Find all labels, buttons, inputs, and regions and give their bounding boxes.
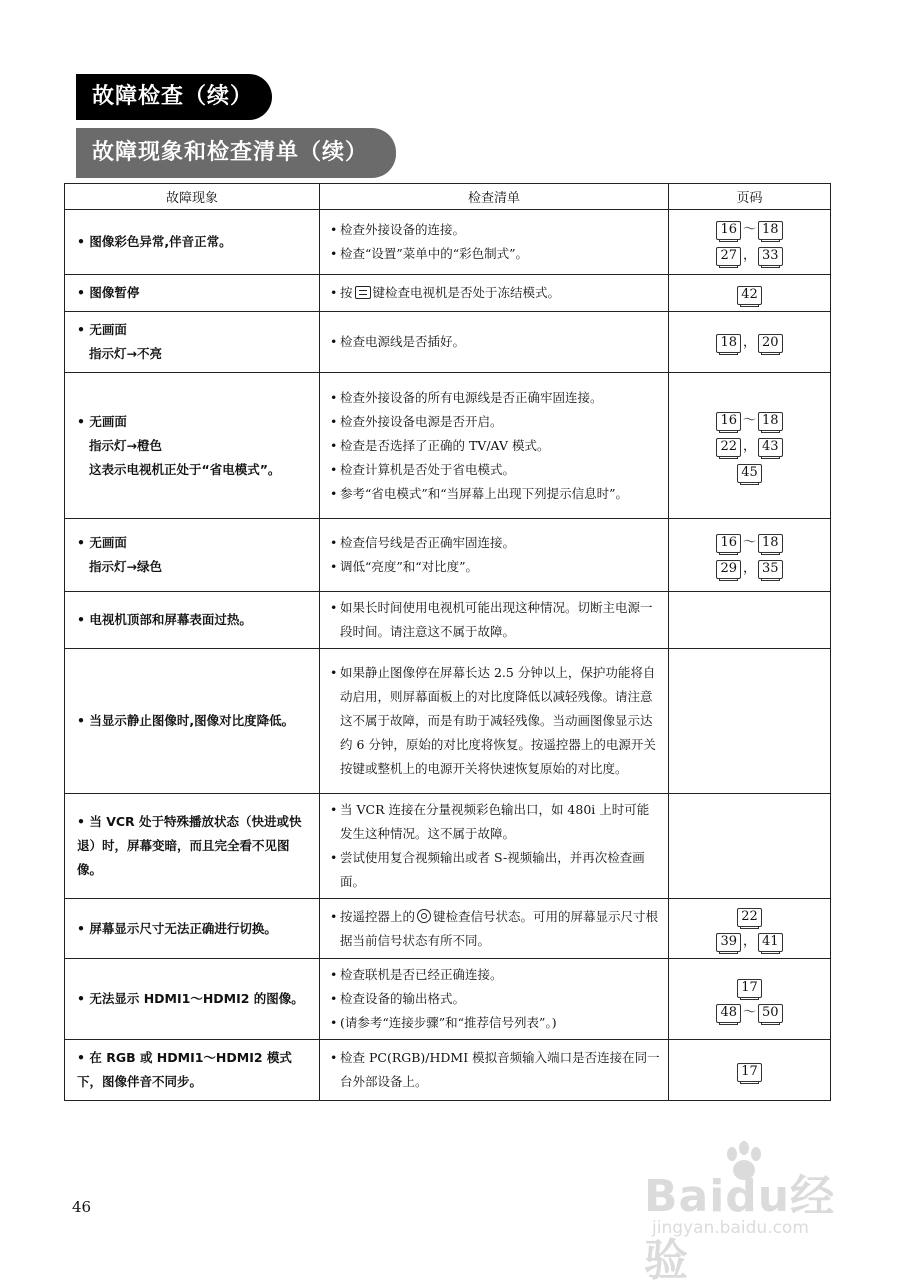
symptom-text: 指示灯→不亮: [89, 346, 162, 361]
page-ref-book-icon: 20: [758, 334, 783, 353]
page-ref-cell: [669, 210, 831, 275]
page-ref-book-icon: 17: [737, 1063, 762, 1082]
symptom-text: • 电视机顶部和屏幕表面过热。: [77, 608, 311, 632]
page-ref-book-icon: 29: [716, 560, 741, 579]
table-row: [65, 519, 831, 592]
checklist-cell: [320, 312, 669, 373]
page-number: 46: [72, 1198, 92, 1216]
table-row: [65, 210, 831, 275]
checklist-cell: [320, 899, 669, 959]
check-item: • 检查 PC(RGB)/HDMI 模拟音频输入端口是否连接在同一台外部设备上。: [330, 1046, 660, 1094]
info-button-icon: [417, 909, 431, 923]
page-ref-book-icon: 33: [758, 247, 783, 266]
troubleshooting-table: [64, 183, 831, 1101]
check-item: • (请参考“连接步骤”和“推荐信号列表”。): [330, 1011, 660, 1035]
page-ref-separator: ，: [742, 934, 756, 949]
check-text: 键检查信号状态。可用的屏幕显示尺寸根据当前信号状态有所不同。: [340, 908, 659, 948]
symptom-cell: [65, 649, 320, 794]
symptom-cell: [65, 519, 320, 592]
symptom-text: • 无法显示 HDMI1～HDMI2 的图像。: [77, 987, 311, 1011]
checklist-cell: [320, 373, 669, 519]
check-item: • 检查是否选择了正确的 TV/AV 模式。: [330, 434, 660, 458]
freeze-button-icon: [355, 286, 371, 299]
page-ref-separator: ，: [742, 248, 756, 263]
page-ref-separator: ～: [742, 1004, 756, 1020]
check-item: • 尝试使用复合视频输出或者 S-视频输出，并再次检查画面。: [330, 846, 660, 894]
checklist-cell: [320, 592, 669, 649]
symptom-text: • 当 VCR 处于特殊播放状态（快进或快退）时，屏幕变暗，而且完全看不见图像。: [77, 810, 311, 882]
baidu-watermark: [640, 1140, 870, 1286]
check-item: • 检查联机是否已经正确连接。: [330, 963, 660, 987]
checklist-cell: [320, 649, 669, 794]
symptom-cell: [65, 1040, 320, 1101]
symptom-cell: [65, 312, 320, 373]
table-row: [65, 1040, 831, 1101]
symptom-cell: [65, 275, 320, 312]
checklist-cell: [320, 519, 669, 592]
page-ref-book-icon: 16: [716, 221, 741, 240]
page-ref-separator: ，: [742, 561, 756, 576]
symptom-cell: [65, 373, 320, 519]
page-ref-book-icon: 17: [737, 979, 762, 998]
page-ref-book-icon: 42: [737, 286, 762, 305]
table-row: [65, 275, 831, 312]
check-item: [330, 281, 660, 305]
page-ref-separator: ～: [742, 413, 756, 428]
page-ref-separator: ～: [742, 222, 756, 237]
symptom-text: • 无画面: [77, 410, 311, 434]
page-ref-cell: [669, 1040, 831, 1101]
subsection-heading: 故障现象和检查清单（续）: [76, 128, 396, 178]
page-ref-book-icon: 16: [716, 412, 741, 431]
table-row: [65, 649, 831, 794]
page-ref-book-icon: 45: [737, 464, 762, 483]
page-ref-book-icon: 16: [716, 534, 741, 553]
check-item: • 检查电源线是否插好。: [330, 330, 660, 354]
page-ref-book-icon: 43: [758, 438, 783, 457]
page-ref-cell: [669, 275, 831, 312]
check-item: • 检查计算机是否处于省电模式。: [330, 458, 660, 482]
page-ref-book-icon: 22: [716, 438, 741, 457]
symptom-cell: [65, 794, 320, 899]
checklist-cell: [320, 210, 669, 275]
symptom-text: 这表示电视机正处于“省电模式”。: [89, 461, 281, 477]
checklist-cell: [320, 275, 669, 312]
symptom-text: • 在 RGB 或 HDMI1～HDMI2 模式下，图像伴音不同步。: [77, 1046, 311, 1094]
symptom-cell: [65, 592, 320, 649]
symptom-text: • 图像彩色异常,伴音正常。: [77, 230, 311, 254]
checklist-cell: [320, 794, 669, 899]
checklist-cell: [320, 1040, 669, 1101]
page-ref-book-icon: 39: [716, 933, 741, 952]
symptom-text: 指示灯→绿色: [89, 559, 162, 574]
check-item: • 检查外接设备电源是否开启。: [330, 410, 660, 434]
table-row: [65, 373, 831, 519]
symptom-text: • 无画面: [77, 531, 311, 555]
column-header-checklist: 检查清单: [320, 184, 669, 210]
page-ref-cell: [669, 592, 831, 649]
watermark-url: jingyan.baidu.com: [652, 1218, 809, 1238]
page-ref-separator: ，: [742, 335, 756, 350]
check-item: • 如果静止图像停在屏幕长达 2.5 分钟以上，保护功能将自动启用，则屏幕面板上的对比度降低以减轻残像。请注意这不属于故障，而是有助于减轻残像。当动画图像显示达约 6 分钟，原始的对比度将恢复。按遥控器上的电源开关按键或整机上的电源开关将快速恢复原始的对比度。: [330, 661, 660, 781]
symptom-cell: [65, 210, 320, 275]
symptom-text: • 屏幕显示尺寸无法正确进行切换。: [77, 917, 311, 941]
check-item: • 调低“亮度”和“对比度”。: [330, 555, 660, 579]
check-item: • 检查外接设备的所有电源线是否正确牢固连接。: [330, 386, 660, 410]
table-row: [65, 959, 831, 1040]
symptom-cell: [65, 959, 320, 1040]
page-ref-separator: ，: [742, 439, 756, 454]
column-header-symptom: 故障现象: [65, 184, 320, 210]
page-ref-cell: [669, 649, 831, 794]
page-ref-cell: [669, 519, 831, 592]
page-ref-book-icon: 18: [758, 412, 783, 431]
check-text: 键检查电视机是否处于冻结模式。: [372, 285, 561, 300]
check-item: • 当 VCR 连接在分量视频彩色输出口，如 480i 上时可能发生这种情况。这不属于故障。: [330, 798, 660, 846]
table-row: [65, 312, 831, 373]
column-header-page: 页码: [669, 184, 831, 210]
page-ref-cell: [669, 899, 831, 959]
page-ref-book-icon: 48: [716, 1004, 741, 1023]
check-item: • 检查外接设备的连接。: [330, 218, 660, 242]
check-item: • 检查信号线是否正确牢固连接。: [330, 531, 660, 555]
check-item: • 参考“省电模式”和“当屏幕上出现下列提示信息时”。: [330, 482, 660, 506]
checklist-cell: [320, 959, 669, 1040]
section-heading: 故障检查（续）: [76, 74, 272, 120]
table-row: [65, 899, 831, 959]
table-row: [65, 592, 831, 649]
page-ref-cell: [669, 959, 831, 1040]
page-ref-book-icon: 22: [737, 908, 762, 927]
check-item: • 如果长时间使用电视机可能出现这种情况。切断主电源一段时间。请注意这不属于故障。: [330, 596, 660, 644]
check-item: • 检查设备的输出格式。: [330, 987, 660, 1011]
page-ref-book-icon: 50: [758, 1004, 783, 1023]
symptom-text: • 当显示静止图像时,图像对比度降低。: [77, 709, 311, 733]
symptom-cell: [65, 899, 320, 959]
page-ref-cell: [669, 312, 831, 373]
symptom-text: 指示灯→橙色: [89, 437, 162, 453]
page-ref-cell: [669, 373, 831, 519]
symptom-text: • 无画面: [77, 318, 311, 342]
page-ref-book-icon: 18: [758, 534, 783, 553]
symptom-text: • 图像暂停: [77, 281, 311, 305]
check-item: • 检查“设置”菜单中的“彩色制式”。: [330, 242, 660, 266]
check-text: 按: [340, 285, 353, 300]
page-ref-book-icon: 18: [716, 334, 741, 353]
check-text: 按遥控器上的: [340, 908, 416, 924]
page-ref-separator: ～: [742, 535, 756, 550]
table-row: [65, 794, 831, 899]
table-header-row: [65, 184, 831, 210]
page-ref-book-icon: 41: [758, 933, 783, 952]
page-ref-cell: [669, 794, 831, 899]
check-item: [330, 905, 660, 953]
page-ref-book-icon: 18: [758, 221, 783, 240]
watermark-brand: Baidu经验: [644, 1171, 836, 1286]
page-ref-book-icon: 35: [758, 560, 783, 579]
page-ref-book-icon: 27: [716, 247, 741, 266]
